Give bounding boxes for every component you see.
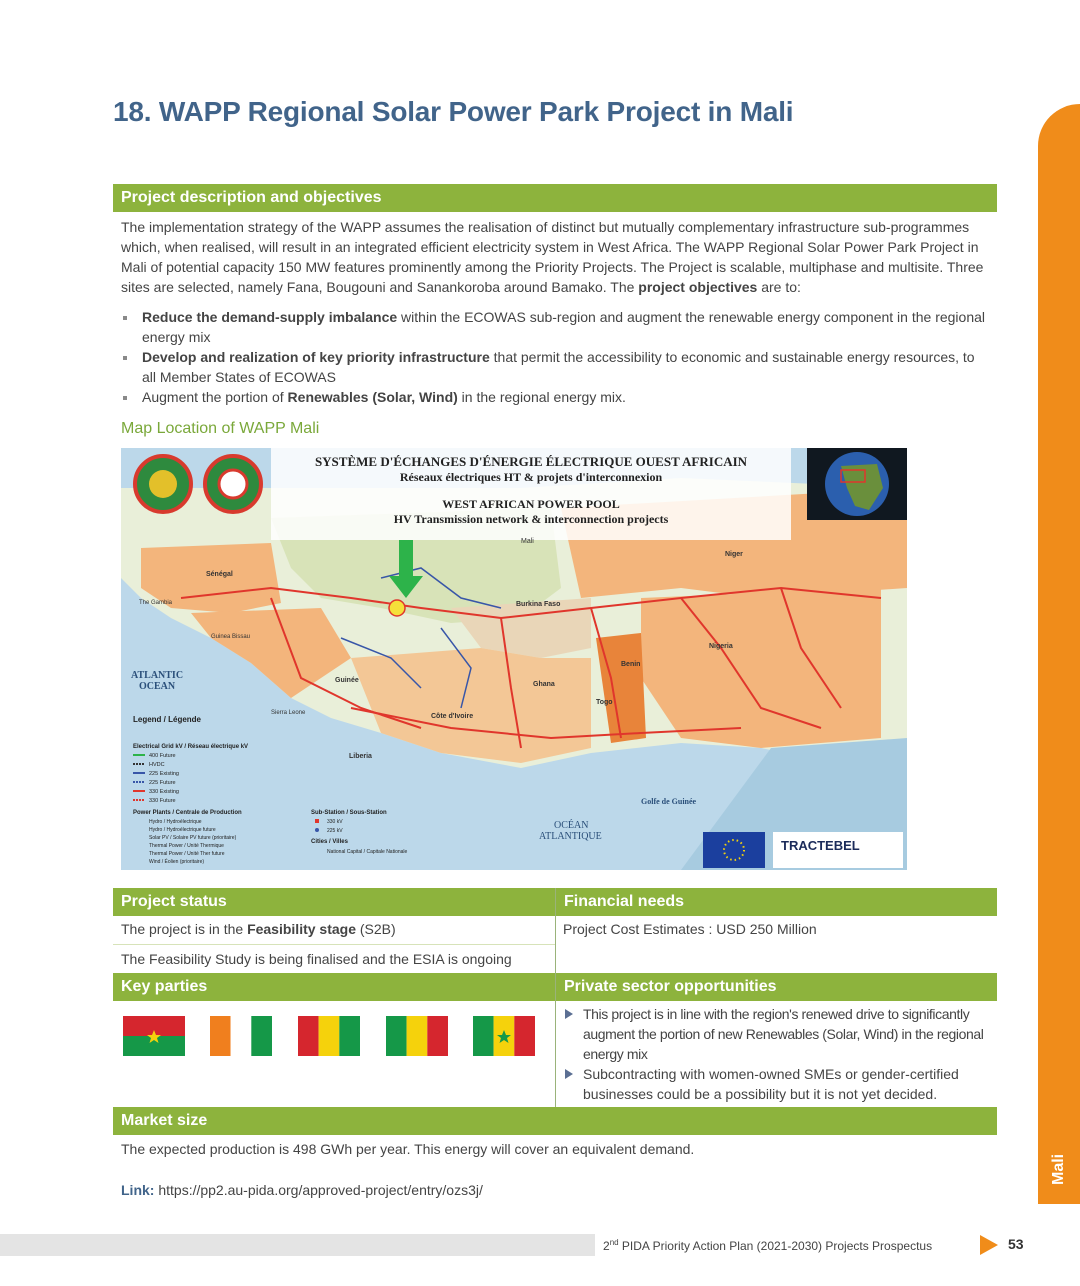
market-size-heading: Market size (113, 1107, 997, 1135)
side-tab (1038, 104, 1080, 1204)
footer-bar (0, 1234, 595, 1256)
row-divider (113, 944, 555, 945)
legend-item: Hydro / Hydroélectrique future (149, 827, 216, 833)
legend-item: Wind / Éolien (prioritaire) (149, 859, 205, 865)
legend-item: Thermal Power / Unité Thermique (149, 843, 224, 849)
legend-item: HVDC (149, 762, 165, 768)
legend-item: Solar PV / Solaire PV future (prioritaire) (149, 835, 237, 841)
project-location-marker (389, 600, 405, 616)
project-url-link[interactable]: https://pp2.au-pida.org/approved-project/entry/ozs3j/ (158, 1182, 483, 1198)
private-sector-list (563, 1004, 991, 1104)
financial-heading: Financial needs (556, 888, 997, 916)
svg-text:TRACTEBEL: TRACTEBEL (781, 838, 860, 853)
mali-flag-icon (386, 1016, 448, 1056)
legend-item: 225 Existing (149, 771, 179, 777)
ocean-label: OCÉAN (554, 820, 589, 831)
wapp-map (121, 448, 907, 870)
legend-item: Hydro / Hydroélectrique (149, 819, 202, 825)
private-sector-heading: Private sector opportunities (556, 973, 997, 1001)
ocean-label: OCEAN (139, 681, 176, 692)
private-sector-item: Subcontracting with women-owned SMEs or gender-certified businesses could be a possibility but it is not yet decided. (563, 1064, 991, 1104)
status-line-2: The Feasibility Study is being finalised and the ESIA is ongoing (121, 951, 512, 967)
eu-flag-logo (703, 832, 765, 868)
legend-item: 225 kV (327, 828, 343, 834)
country-label: Côte d'Ivoire (431, 713, 474, 720)
legend-item: 330 Future (149, 798, 176, 804)
financial-text: Project Cost Estimates : USD 250 Million (563, 921, 817, 937)
key-parties-heading: Key parties (113, 973, 555, 1001)
status-line-1: The project is in the Feasibility stage (S2B) (121, 921, 396, 937)
legend-item: National Capital / Capitale Nationale (327, 849, 408, 855)
legend-item: Thermal Power / Unité Ther future (149, 851, 225, 857)
country-label: Burkina Faso (516, 601, 561, 608)
country-label: Benin (621, 661, 641, 668)
ocean-label: ATLANTIC (131, 670, 184, 681)
country-label: Sierra Leone (271, 710, 306, 716)
legend-item: 330 kV (327, 819, 343, 825)
cote-divoire-flag-icon (210, 1016, 272, 1056)
legend-item: 400 Future (149, 753, 176, 759)
legend-item: 225 Future (149, 780, 176, 786)
side-tab-label: Mali (1050, 1153, 1067, 1185)
page-title: 18. WAPP Regional Solar Power Park Project in Mali (113, 96, 794, 127)
country-label: Ghana (533, 681, 555, 688)
legend-power-title: Power Plants / Centrale de Production (133, 810, 242, 816)
map-title-en-2: HV Transmission network & interconnection projects (393, 512, 669, 526)
map-title-fr-1: SYSTÈME D'ÉCHANGES D'ÉNERGIE ÉLECTRIQUE OUEST AFRICAIN (314, 454, 748, 469)
footer-arrow-icon (980, 1235, 998, 1255)
burkina-faso-flag-icon (123, 1016, 185, 1056)
country-label: Nigeria (709, 643, 733, 650)
map-title-fr-2: Réseaux électriques HT & projets d'interconnexion (399, 470, 663, 484)
map-title-en-1: WEST AFRICAN POWER POOL (442, 497, 620, 511)
ocean-label: ATLANTIQUE (539, 831, 602, 842)
objective-item: Augment the portion of Renewables (Solar, Wind) in the regional energy mix. (121, 387, 991, 407)
page-number: 53 (1008, 1236, 1024, 1252)
country-label: Mali (521, 538, 534, 545)
legend-item: 330 Existing (149, 789, 179, 795)
country-label: Togo (596, 699, 613, 706)
legend-title: Legend / Légende (133, 715, 202, 724)
objective-item: Develop and realization of key priority infrastructure that permit the accessibility to economic and sustainable energy resources, to all Member States of ECOWAS (121, 347, 991, 387)
country-label: Niger (725, 551, 743, 558)
status-heading: Project status (113, 888, 555, 916)
country-label: Liberia (349, 753, 372, 760)
country-label: Guinée (335, 677, 359, 684)
legend-grid-title: Electrical Grid kV / Réseau électrique kV (133, 744, 249, 750)
description-heading: Project description and objectives (113, 184, 997, 212)
legend-cities-title: Cities / Villes (311, 839, 348, 845)
market-size-text: The expected production is 498 GWh per year. This energy will cover an equivalent demand. (121, 1141, 695, 1157)
map-label: Map Location of WAPP Mali (121, 420, 320, 437)
description-paragraph: The implementation strategy of the WAPP assumes the realisation of distinct but mutually complementary infrastructure sub-programmes which, when realised, will result in an integrated efficient electricity system in West Africa. The WAPP Regional Solar Power Park Project in Mali of potential capacity 150 MW features prominently among the Priority Projects. The Project is scalable, multiphase and multisite. Three sites are selected, namely Fana, Bougouni and Sanankoroba around Bamako. The project objectives are to: (121, 219, 984, 295)
column-divider (555, 888, 556, 1107)
project-link: Link: https://pp2.au-pida.org/approved-project/entry/ozs3j/ (121, 1182, 483, 1198)
country-label: Guinea Bissau (211, 634, 251, 640)
objective-item: Reduce the demand-supply imbalance within the ECOWAS sub-region and augment the renewable energy component in the regional energy mix (121, 307, 991, 347)
senegal-flag-icon (473, 1016, 535, 1056)
private-sector-item: This project is in line with the region's renewed drive to significantly augment the portion of new Renewables (Solar, Wind) in the regional energy mix (563, 1004, 991, 1064)
legend-substation-title: Sub-Station / Sous-Station (311, 810, 387, 816)
footer-text: 2nd PIDA Priority Action Plan (2021-2030) Projects Prospectus (603, 1238, 933, 1253)
country-label: Sénégal (206, 571, 233, 578)
guinea-flag-icon (298, 1016, 360, 1056)
objectives-list (121, 307, 991, 407)
gulf-label: Golfe de Guinée (641, 797, 697, 806)
country-label: The Gambia (139, 600, 173, 606)
